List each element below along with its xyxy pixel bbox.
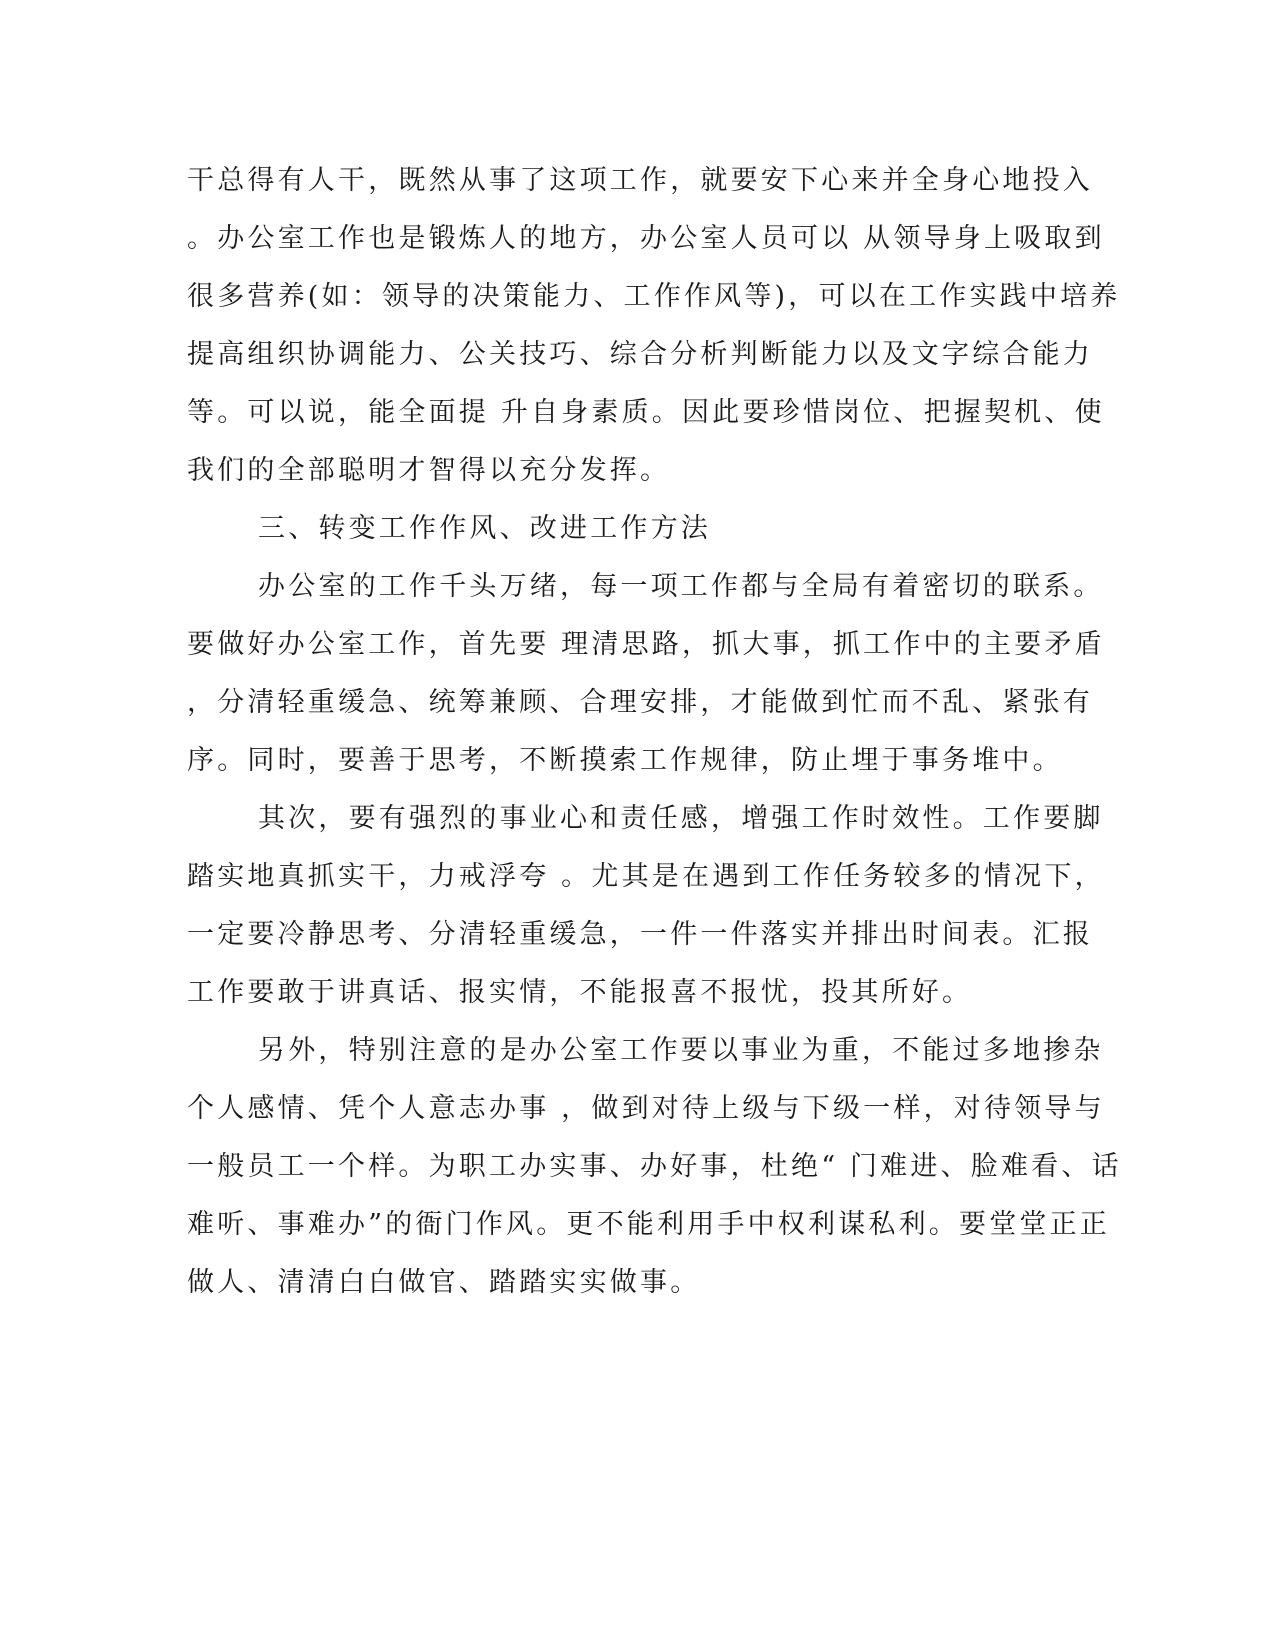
text-line: 等。可以说，能全面提 升自身素质。因此要珍惜岗位、把握契机、使 [187, 397, 1105, 428]
text-line: 另外，特别注意的是办公室工作要以事业为重，不能过多地掺杂 [258, 1035, 1104, 1066]
text-line: 干总得有人干，既然从事了这项工作，就要安下心来并全身心地投入 [187, 165, 1093, 196]
text-line: 难听、事难办”的衙门作风。更不能利用手中权利谋私利。要堂堂正正 [187, 1209, 1111, 1240]
text-line: ，分清轻重缓急、统筹兼顾、合理安排，才能做到忙而不乱、紧张有 [187, 687, 1093, 718]
text-line: 我们的全部聪明才智得以充分发挥。 [187, 455, 671, 486]
text-line: 个人感情、凭个人意志办事 ，做到对待上级与下级一样，对待领导与 [187, 1093, 1105, 1124]
text-line: 其次，要有强烈的事业心和责任感，增强工作时效性。工作要脚 [258, 803, 1104, 834]
text-line: 办公室的工作千头万绪，每一项工作都与全局有着密切的联系。 [258, 571, 1104, 602]
text-line: 踏实地真抓实干，力戒浮夸 。尤其是在遇到工作任务较多的情况下， [187, 861, 1105, 892]
text-line: 序。同时，要善于思考，不断摸索工作规律，防止埋于事务堆中。 [187, 745, 1063, 776]
section-heading: 三、转变工作作风、改进工作方法 [258, 513, 711, 544]
text-line: 一定要冷静思考、分清轻重缓急，一件一件落实并排出时间表。汇报 [187, 919, 1093, 950]
text-line: 做人、清清白白做官、踏踏实实做事。 [187, 1267, 701, 1298]
text-line: 。办公室工作也是锻炼人的地方，办公室人员可以 从领导身上吸取到 [187, 223, 1105, 254]
text-line: 要做好办公室工作，首先要 理清思路，抓大事，抓工作中的主要矛盾 [187, 629, 1105, 660]
text-line: 工作要敢于讲真话、报实情，不能报喜不报忧，投其所好。 [187, 977, 973, 1008]
text-line: 一般员工一个样。为职工办实事、办好事，杜绝“ 门难进、脸难看、话 [187, 1151, 1122, 1182]
text-line: 很多营养(如：领导的决策能力、工作作风等)，可以在工作实践中培养 [187, 281, 1121, 312]
text-line: 提高组织协调能力、公关技巧、综合分析判断能力以及文字综合能力 [187, 339, 1093, 370]
